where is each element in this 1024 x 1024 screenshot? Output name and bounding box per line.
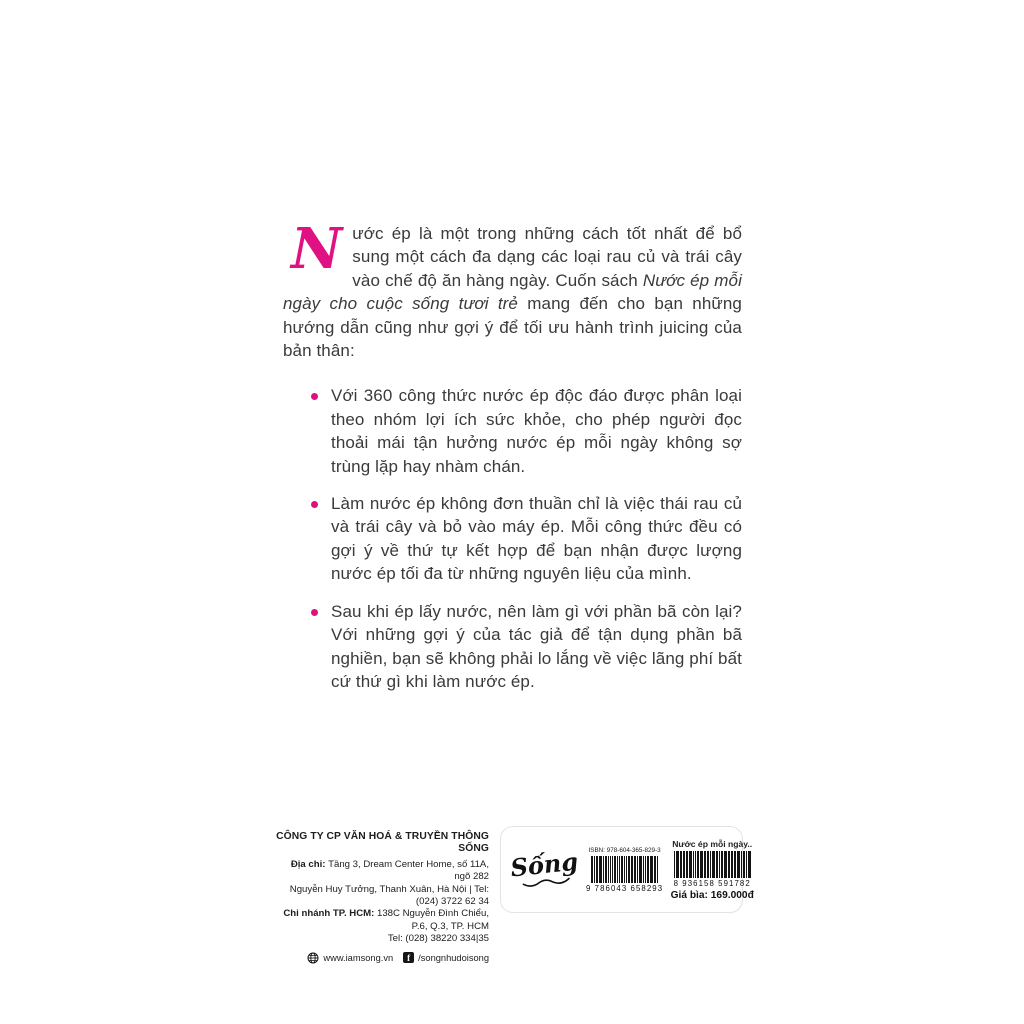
address-value: Tầng 3, Dream Center Home, số 11A, ngõ 282 [328, 858, 489, 883]
bullet-dot-icon [311, 393, 318, 400]
bullet-text-3: Sau khi ép lấy nước, nên làm gì với phần bã còn lại? Với những gợi ý của tác giả để tận dụng phần bã nghiền, bạn sẽ không phải lo lắng về việc lãng phí bất cứ thứ gì khi làm nước ép. [331, 601, 742, 691]
product-digits: 8 936158 591782 [673, 878, 751, 888]
bullet-item-2 [283, 492, 742, 586]
branch-label: Chi nhánh TP. HCM: [283, 908, 377, 920]
website-url: www.iamsong.vn [323, 952, 394, 963]
isbn-barcode-block [585, 846, 664, 893]
song-logo-text: Sống [509, 846, 580, 882]
bullet-dot-icon [311, 501, 318, 508]
publisher-address-line-1 [275, 859, 489, 884]
publisher-branch-line [275, 908, 489, 933]
bullet-text-1: Với 360 công thức nước ép độc đáo được phân loại theo nhóm lợi ích sức khỏe, cho phép người đọc thoải mái tận hưởng nước ép mỗi ngày không sợ trùng lặp hay nhàm chán. [331, 386, 742, 476]
intro-tail-text: mang đến cho bạn những hướng dẫn cũng như gợi ý để tối ưu hành trình juicing của bản thân: [283, 294, 742, 361]
song-publisher-logo [509, 846, 580, 890]
branch-value: 138C Nguyễn Đình Chiểu, P.6, Q.3, TP. HCM [377, 908, 489, 932]
bullet-list [283, 384, 742, 693]
bullet-item-1 [283, 384, 742, 478]
back-cover-text-block [283, 216, 742, 707]
price-label: Giá bìa: 169.000đ [670, 889, 754, 901]
isbn-barcode-bars [588, 856, 662, 883]
publisher-address-line-2: Nguyễn Huy Tưởng, Thanh Xuân, Hà Nội | Tel: (024) 3722 62 34 [289, 883, 489, 908]
product-label: Nước ép mỗi ngày.. [672, 838, 753, 849]
product-barcode-block [671, 839, 754, 901]
isbn-label: ISBN: 978-604-365-829-3 [588, 846, 661, 854]
facebook-icon: f [403, 952, 414, 963]
facebook-handle: /songnhudoisong [418, 952, 489, 963]
intro-lead-text: ước ép là một trong những cách tốt nhất để bổ sung một cách đa dạng các loại rau củ và trái cây vào chế độ ăn hàng ngày. Cuốn sách [352, 224, 742, 290]
bullet-dot-icon [311, 609, 318, 616]
publisher-name: CÔNG TY CP VĂN HOÁ & TRUYỀN THÔNG SỐNG [276, 831, 489, 855]
intro-paragraph [283, 216, 742, 362]
product-barcode-bars [671, 851, 754, 878]
address-label: Địa chỉ: [290, 858, 329, 870]
bullet-item-3 [283, 600, 742, 694]
isbn-digits: 9 786043 658293 [585, 883, 664, 893]
drop-cap-letter: N [291, 216, 343, 282]
publisher-weblinks [275, 952, 489, 964]
publisher-tel-line: Tel: (028) 38220 334|35 [387, 933, 489, 945]
bullet-text-2: Làm nước ép không đơn thuần chỉ là việc thái rau củ và trái cây và bỏ vào máy ép. Mỗi công thức đều có gợi ý về thứ tự kết hợp để bạn nhận được lượng nước ép tối đa từ những nguyên liệu của mình. [331, 494, 742, 584]
barcode-price-box [500, 826, 754, 913]
publisher-info-block [275, 831, 489, 964]
book-title-italic: Nước ép mỗi ngày cho cuộc sống tươi trẻ [283, 270, 742, 314]
globe-icon [307, 952, 319, 964]
